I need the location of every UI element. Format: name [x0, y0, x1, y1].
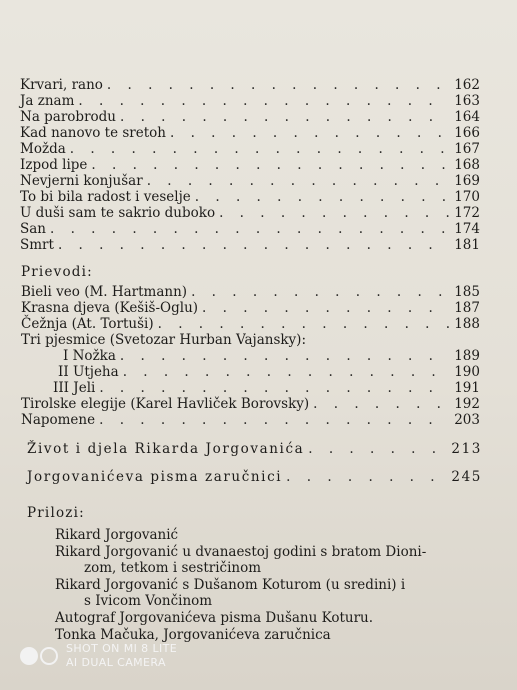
camera-watermark	[20, 642, 177, 670]
toc-row	[27, 441, 482, 457]
toc-title: Život i djela Rikarda Jorgovanića	[27, 441, 305, 457]
toc-row	[27, 469, 482, 485]
toc-title: III Jeli	[53, 380, 96, 396]
toc-title: Čežnja (At. Tortuši)	[21, 316, 154, 332]
toc-page: 170	[454, 189, 480, 205]
toc-page: 190	[454, 364, 480, 380]
list-item: Rikard Jorgovanić	[55, 527, 179, 543]
toc-page: 166	[454, 125, 480, 141]
toc-row	[20, 125, 480, 141]
toc-row	[20, 93, 480, 109]
toc-page: 164	[454, 109, 480, 125]
toc-row	[21, 300, 480, 316]
toc-page: 191	[454, 380, 480, 396]
toc-row	[63, 348, 480, 364]
section-heading-prievodi: Prievodi:	[21, 264, 93, 280]
list-item: Autograf Jorgovanićeva pisma Dušanu Koturu.	[55, 610, 374, 626]
list-item: zom, tetkom i sestričinom	[84, 560, 262, 576]
toc-row	[21, 284, 480, 300]
toc-row	[21, 412, 480, 428]
toc-row	[20, 173, 480, 189]
toc-title: Smrt	[20, 237, 54, 253]
toc-page: 189	[454, 348, 480, 364]
toc-page: 174	[454, 221, 480, 237]
toc-title: II Utjeha	[58, 364, 119, 380]
toc-page: 169	[454, 173, 480, 189]
toc-title: Ja znam	[20, 93, 75, 109]
toc-title: Jorgovanićeva pisma zaručnici	[27, 469, 283, 485]
toc-page: 213	[451, 441, 482, 457]
list-item: Tonka Mačuka, Jorgovanićeva zaručnica	[55, 627, 331, 643]
toc-page: 181	[454, 237, 480, 253]
toc-row	[58, 364, 480, 380]
toc-page: 203	[454, 412, 480, 428]
toc-page: 245	[451, 469, 482, 485]
toc-title: Nevjerni konjušar	[20, 173, 143, 189]
toc-page: 168	[454, 157, 480, 173]
toc-row	[21, 316, 480, 332]
watermark-line-2: AI DUAL CAMERA	[66, 656, 166, 669]
toc-title: To bi bila radost i veselje	[20, 189, 191, 205]
toc-page: 187	[454, 300, 480, 316]
toc-page: 163	[454, 93, 480, 109]
toc-page: 188	[454, 316, 480, 332]
toc-row	[20, 77, 480, 93]
toc-title: U duši sam te sakrio duboko	[20, 205, 216, 221]
toc-row	[20, 157, 480, 173]
watermark-line-1: SHOT ON MI 8 LITE	[66, 642, 178, 655]
toc-row	[53, 380, 480, 396]
toc-title: Možda	[20, 141, 66, 157]
toc-title: Bieli veo (M. Hartmann)	[21, 284, 188, 300]
toc-row	[20, 237, 480, 253]
camera-logo-icon	[20, 647, 58, 665]
toc-title: Izpod lipe	[20, 157, 88, 173]
toc-row	[20, 109, 480, 125]
toc-title: Krasna djeva (Kešiš-Oglu)	[21, 300, 199, 316]
toc-title: I Nožka	[63, 348, 116, 364]
toc-row	[20, 189, 480, 205]
toc-page: 162	[454, 77, 480, 93]
toc-row	[20, 221, 480, 237]
toc-title: Napomene	[21, 412, 96, 428]
list-item: Rikard Jorgovanić s Dušanom Koturom (u sredini) i	[55, 577, 406, 593]
toc-row	[21, 396, 480, 412]
toc-title: Tri pjesmice (Svetozar Hurban Vajansky):	[21, 332, 306, 348]
toc-title: Kad nanovo te sretoh	[20, 125, 167, 141]
toc-title: Na parobrodu	[20, 109, 116, 125]
toc-title: Krvari, rano	[20, 77, 103, 93]
list-item: s Ivicom Vončinom	[84, 593, 213, 609]
toc-row	[20, 205, 480, 221]
toc-page: 167	[454, 141, 480, 157]
section-heading-prilozi: Prilozi:	[27, 505, 85, 521]
list-item: Rikard Jorgovanić u dvanaestoj godini s bratom Dioni-	[55, 544, 427, 560]
toc-page: 172	[454, 205, 480, 221]
toc-page: 185	[454, 284, 480, 300]
toc-row	[20, 141, 480, 157]
toc-title: San	[20, 221, 46, 237]
toc-page: 192	[454, 396, 480, 412]
toc-title: Tirolske elegije (Karel Havliček Borovsky)	[21, 396, 310, 412]
